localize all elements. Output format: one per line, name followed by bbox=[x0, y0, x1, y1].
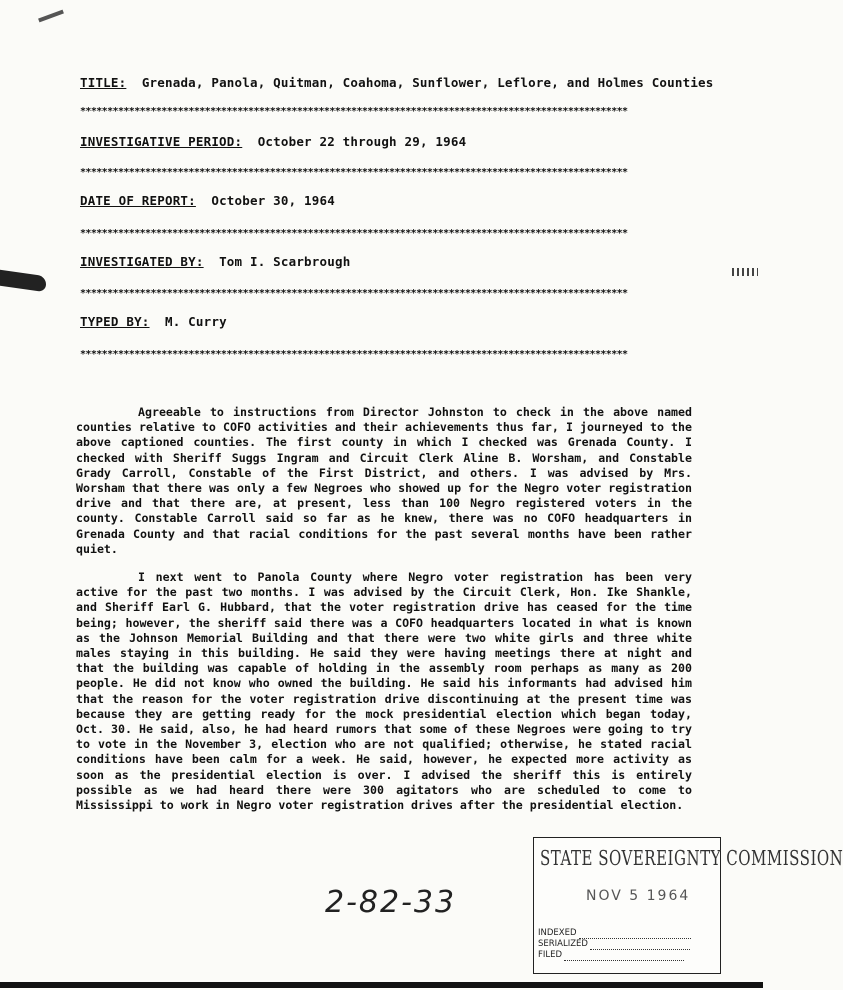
scan-mark-top-left bbox=[38, 10, 64, 23]
stamp-title: STATE SOVEREIGNTY COMMISSION bbox=[540, 846, 843, 871]
separator-2: ***************************************************************************************************** bbox=[80, 167, 628, 178]
period-line bbox=[80, 134, 466, 149]
stamp-fields bbox=[538, 928, 691, 961]
bottom-scan-edge bbox=[0, 982, 763, 988]
handwritten-file-number: 2-82-33 bbox=[325, 885, 457, 920]
commission-stamp bbox=[533, 837, 843, 974]
stamp-indexed-label: INDEXED bbox=[538, 928, 577, 938]
date-line bbox=[80, 193, 335, 208]
title-value: Grenada, Panola, Quitman, Coahoma, Sunflower, Leflore, and Holmes Counties bbox=[141, 75, 714, 90]
separator-5: ***************************************************************************************************** bbox=[80, 349, 628, 360]
stamp-filed-label: FILED bbox=[538, 950, 563, 960]
separator-4: ***************************************************************************************************** bbox=[80, 288, 628, 299]
investigator-label: INVESTIGATED BY: bbox=[80, 254, 204, 269]
separator-1: ***************************************************************************************************** bbox=[80, 106, 628, 117]
period-label: INVESTIGATIVE PERIOD: bbox=[80, 134, 243, 149]
scan-mark-left-edge bbox=[0, 270, 46, 292]
paragraph-2 bbox=[76, 570, 692, 813]
investigator-line bbox=[80, 254, 350, 269]
date-value: October 30, 1964 bbox=[211, 193, 335, 208]
stamp-filed-row bbox=[538, 950, 691, 961]
stamp-serialized-label: SERIALIZED bbox=[538, 939, 588, 949]
investigator-value: Tom I. Scarbrough bbox=[219, 254, 351, 269]
typist-line bbox=[80, 314, 227, 329]
stamp-indexed-row bbox=[538, 928, 691, 939]
period-value: October 22 through 29, 1964 bbox=[257, 134, 467, 149]
separator-3: ***************************************************************************************************** bbox=[80, 228, 628, 239]
paragraph-2-text: I next went to Panola County where Negro voter registration has been very active for the past two months. I was advised by the Circuit Clerk, Hon. Ike Shankle, and Sheriff Earl G. Hubbard, that the voter registration drive has ceased for the time being; however, the sheriff said there was a COFO headquarters located in what is known as the Johnson Memorial Building and that there were two white girls and three white males staying in this building. He said they were having meetings there at night and that the building was capable of holding in the assembly room perhaps as many as 200 people. He did not know who owned the building. He said his informants had advised him that the reason for the voter registration drive discontinuing at the present time was because they are getting ready for the mock presidential election which began today, Oct. 30. He said, also, he had heard rumors that some of these Negroes were going to try to vote in the November 3, election who are not qualified; otherwise, he stated racial conditions have been calm for a week. He said, however, he expected more activity as soon as the presidential election is over. I advised the sheriff this is entirely possible as we had heard there were 300 agitators who are scheduled to come to Mississippi to work in Negro voter registration drives after the presidential election. bbox=[76, 570, 692, 813]
paragraph-1 bbox=[76, 405, 692, 557]
stamp-serialized-row bbox=[538, 939, 691, 950]
title-line bbox=[80, 75, 714, 90]
scan-mark-right-edge bbox=[732, 268, 758, 276]
stamp-date: NOV 5 1964 bbox=[586, 888, 691, 904]
date-label: DATE OF REPORT: bbox=[80, 193, 196, 208]
typist-label: TYPED BY: bbox=[80, 314, 150, 329]
title-label: TITLE: bbox=[80, 75, 127, 90]
typist-value: M. Curry bbox=[164, 314, 227, 329]
paragraph-1-text: Agreeable to instructions from Director Johnston to check in the above named counties relative to COFO activities and their achievements thus far, I journeyed to the above captioned counties. The first county in which I checked was Grenada County. I checked with Sheriff Suggs Ingram and Circuit Clerk Aline B. Worsham, and Constable Grady Carroll, Constable of the First District, and others. I was advised by Mrs. Worsham that there was only a few Negroes who showed up for the Negro voter registration drive and that there are, at present, less than 100 Negro registered voters in the county. Constable Carroll said so far as he knew, there was no COFO headquarters in Grenada County and that racial conditions for the past several months have been rather quiet. bbox=[76, 405, 692, 556]
